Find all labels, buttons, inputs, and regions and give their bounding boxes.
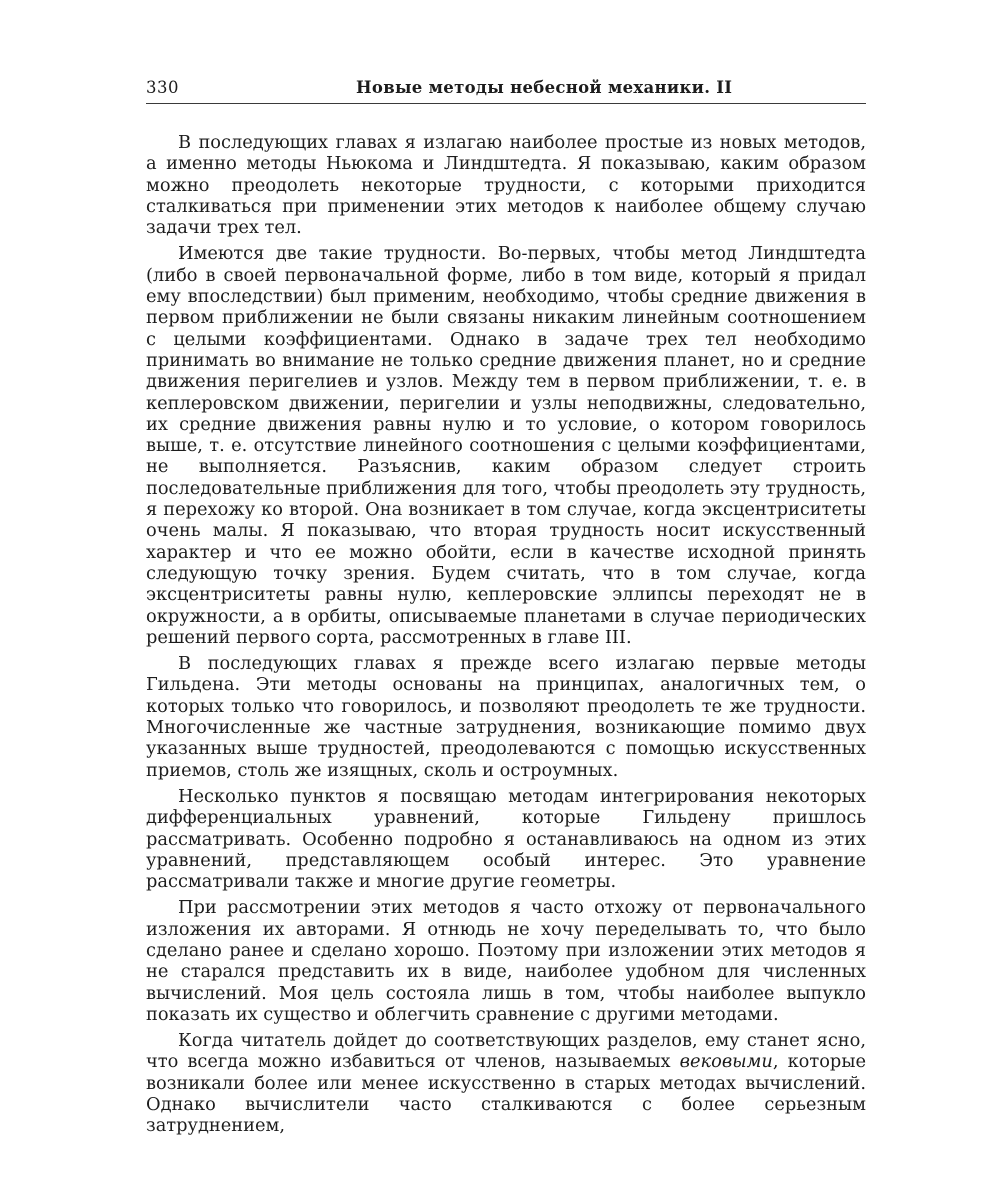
book-page [146, 78, 866, 1137]
paragraph-2 [146, 243, 866, 648]
paragraph-text-continued: , которые возникали более или менее искусственно в старых методах вычислений. Однако вычислители часто сталкиваются с более серьезным затруднением, [146, 1051, 866, 1137]
paragraph-3 [146, 653, 866, 781]
paragraph-text: Имеются две такие трудности. Во-первых, чтобы метод Линдштедта (либо в своей первоначальной форме, либо в том виде, который я придал ему впоследствии) был применим, необходимо, чтобы средние движения в первом приближении не были связаны никаким линейным соотношением с целыми коэффициентами. Однако в задаче трех тел необходимо принимать во внимание не только средние движения планет, но и средние движения перигелиев и узлов. Между тем в первом приближении, т. е. в кеплеровском движении, перигелии и узлы неподвижны, следовательно, их средние движения равны нулю и то условие, о котором говорилось выше, т. е. отсутствие линейного соотношения с целыми коэффициентами, не выполняется. Разъяснив, каким образом следует строить последовательные приближения для того, чтобы преодолеть эту трудность, я перехожу ко второй. Она возникает в том случае, когда эксцентриситеты очень малы. Я показываю, что вторая трудность носит искусственный характер и что ее можно обойти, если в качестве исходной принять следующую точку зрения. Будем считать, что в том случае, когда эксцентриситеты равны нулю, кеплеровские эллипсы переходят не в окружности, а в орбиты, описываемые планетами в случае периодических решений первого сорта, рассмотренных в главе III. [146, 243, 866, 648]
paragraph-text: Несколько пунктов я посвящаю методам интегрирования некоторых дифференциальных уравнений, которые Гильдену пришлось рассматривать. Особенно подробно я останавливаюсь на одном из этих уравнений, представляющем особый интерес. Это уравнение рассматривали также и многие другие геометры. [146, 785, 866, 893]
body-text [146, 132, 866, 1137]
paragraph-text: При рассмотрении этих методов я часто отхожу от первоначального изложения их авторами. Я отнюдь не хочу переделывать то, что было сделано ранее и сделано хорошо. Поэтому при изложении этих методов я не старался представить их в виде, наиболее удобном для численных вычислений. Моя цель состояла лишь в том, чтобы наиболее выпукло показать их существо и облегчить сравнение с другими методами. [146, 897, 866, 1025]
paragraph-text: В последующих главах я излагаю наиболее простые из новых методов, а именно методы Ньюкома и Линдштедта. Я показываю, каким образом можно преодолеть некоторые трудности, с которыми приходится сталкиваться при применении этих методов к наиболее общему случаю задачи трех тел. [146, 132, 866, 239]
italic-term: вековыми [679, 1051, 773, 1073]
header-rule [146, 103, 866, 104]
paragraph-6 [146, 1030, 866, 1136]
paragraph-4 [146, 786, 866, 892]
paragraph-5 [146, 897, 866, 1025]
paragraph-text: Когда читатель дойдет до соответствующих разделов, ему станет ясно, что всегда можно избавиться от членов, называемых [146, 1030, 866, 1073]
paragraph-text: В последующих главах я прежде всего излагаю первые методы Гильдена. Эти методы основаны на принципах, аналогичных тем, о которых только что говорилось, и позволяют преодолеть те же трудности. Многочисленные же частные затруднения, возникающие помимо двух указанных выше трудностей, преодолеваются с помощью искусственных приемов, столь же изящных, сколь и остроумных. [146, 653, 866, 781]
page-number: 330 [146, 78, 179, 97]
running-title: Новые методы небесной механики. II [356, 78, 733, 97]
paragraph-1 [146, 132, 866, 238]
running-head [146, 78, 866, 104]
